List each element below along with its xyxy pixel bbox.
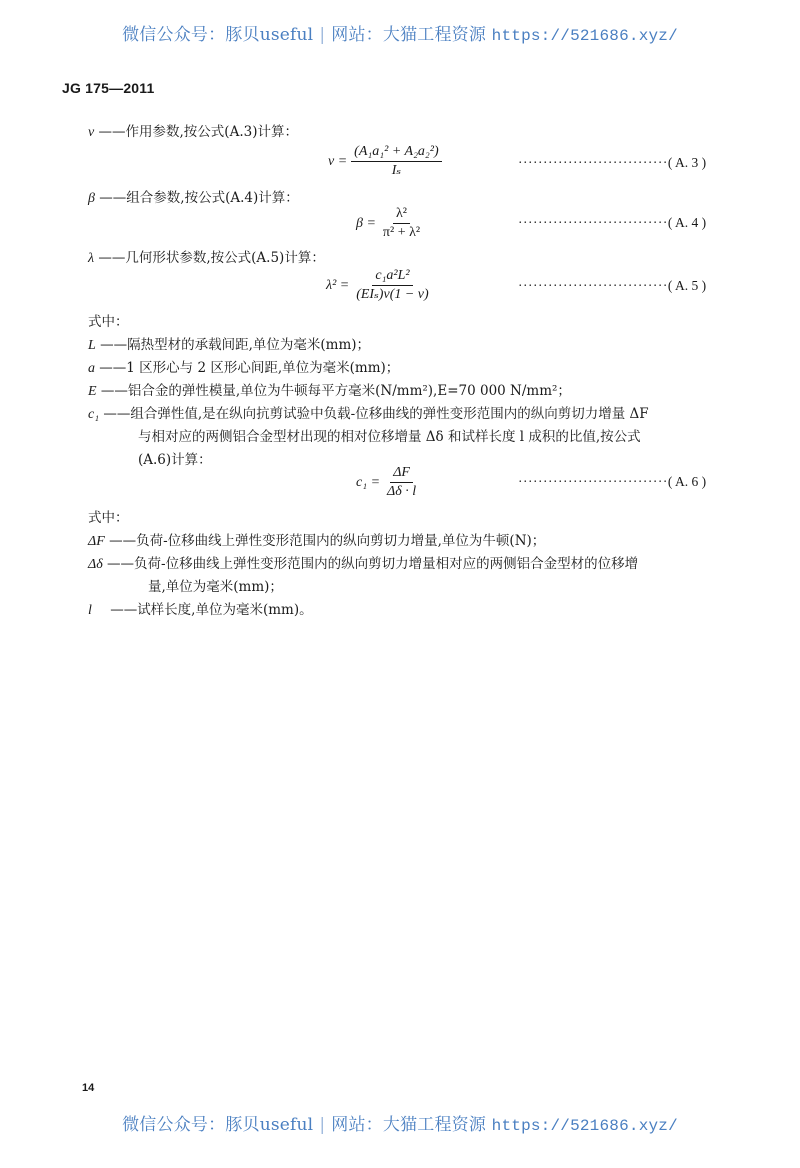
leader-dots: ······························ bbox=[518, 278, 668, 293]
equation-number-a4 bbox=[518, 215, 706, 231]
where-label: 式中： bbox=[88, 314, 129, 330]
definition-delta-delta bbox=[88, 552, 638, 573]
definition-text: ——负荷-位移曲线上弹性变形范围内的纵向剪切力增量相对应的两侧铝合金型材的位移增 bbox=[107, 556, 639, 572]
symbol: a bbox=[88, 361, 95, 376]
fraction bbox=[351, 144, 442, 179]
definition-c1-continued: 与相对应的两侧铝合金型材出现的相对位移增量 Δδ 和试样长度 l 成积的比值,按公式 bbox=[138, 429, 641, 445]
fraction bbox=[353, 268, 431, 303]
denominator: Δδ · l bbox=[387, 484, 417, 499]
symbol: c₁ bbox=[88, 407, 100, 422]
watermark-url[interactable]: https://521686.xyz/ bbox=[491, 1117, 678, 1135]
page-number: 14 bbox=[82, 1082, 95, 1094]
numerator: c₁a²L² bbox=[372, 268, 412, 286]
definition-a bbox=[88, 356, 399, 377]
leader-dots: ······························ bbox=[518, 215, 668, 230]
formula-lhs: β = bbox=[356, 215, 376, 231]
definition-c1 bbox=[88, 402, 649, 423]
formula-lhs: λ² = bbox=[326, 277, 350, 293]
formula-a3 bbox=[328, 144, 442, 179]
leader-dots: ······························ bbox=[518, 155, 668, 170]
definition-text: ——1 区形心与 2 区形心间距,单位为毫米(mm)； bbox=[99, 360, 400, 376]
eqno-label: ( A. 4 ) bbox=[667, 215, 707, 230]
definition-L bbox=[88, 333, 370, 354]
definition-text: ——试样长度,单位为毫米(mm)。 bbox=[110, 602, 313, 618]
symbol: l bbox=[88, 603, 92, 618]
symbol: λ bbox=[88, 251, 95, 266]
where-label-2: 式中： bbox=[88, 510, 129, 526]
symbol: L bbox=[88, 338, 96, 353]
definition-beta bbox=[88, 186, 299, 207]
symbol: E bbox=[88, 384, 97, 399]
symbol: ΔF bbox=[88, 534, 105, 549]
numerator: ΔF bbox=[390, 465, 413, 483]
equation-number-a6 bbox=[518, 474, 706, 490]
watermark-separator: | bbox=[319, 1115, 326, 1135]
watermark-site: 网站：大猫工程资源 bbox=[331, 1115, 487, 1135]
denominator: (EIₛ)v(1 − v) bbox=[356, 287, 429, 302]
eqno-label: ( A. 3 ) bbox=[667, 155, 707, 170]
standard-number: JG 175—2011 bbox=[62, 80, 155, 96]
denominator: Iₛ bbox=[391, 163, 402, 178]
definition-c1-continued-2: (A.6)计算： bbox=[138, 452, 212, 468]
definition-text: ——作用参数,按公式(A.3)计算： bbox=[98, 124, 298, 140]
numerator: λ² bbox=[393, 206, 410, 224]
watermark-bottom bbox=[0, 1110, 800, 1135]
definition-deltaF bbox=[88, 529, 545, 550]
equation-number-a3 bbox=[518, 155, 706, 171]
formula-a4 bbox=[356, 206, 423, 241]
watermark-separator: | bbox=[319, 25, 326, 45]
definition-text: ——组合弹性值,是在纵向抗剪试验中负载-位移曲线的弹性变形范围内的纵向剪切力增量 ΔF bbox=[103, 406, 649, 422]
watermark-label: 微信公众号：豚贝useful bbox=[122, 25, 314, 45]
formula-a6 bbox=[356, 465, 419, 500]
leader-dots: ······························ bbox=[518, 474, 668, 489]
symbol: v bbox=[88, 125, 95, 140]
formula-a5 bbox=[326, 268, 432, 303]
definition-v bbox=[88, 120, 298, 141]
definition-text: ——隔热型材的承载间距,单位为毫米(mm)； bbox=[100, 337, 371, 353]
formula-lhs: v = bbox=[328, 153, 348, 169]
definition-lambda bbox=[88, 246, 325, 267]
denominator: π² + λ² bbox=[382, 225, 421, 240]
eqno-label: ( A. 5 ) bbox=[667, 278, 707, 293]
definition-text: ——负荷-位移曲线上弹性变形范围内的纵向剪切力增量,单位为牛顿(N)； bbox=[109, 533, 546, 549]
watermark-url[interactable]: https://521686.xyz/ bbox=[491, 27, 678, 45]
eqno-label: ( A. 6 ) bbox=[667, 474, 707, 489]
watermark-label: 微信公众号：豚贝useful bbox=[122, 1115, 314, 1135]
watermark-top bbox=[0, 20, 800, 45]
definition-l bbox=[88, 598, 313, 619]
equation-number-a5 bbox=[518, 278, 706, 294]
symbol: Δδ bbox=[88, 557, 103, 572]
definition-text: ——几何形状参数,按公式(A.5)计算： bbox=[98, 250, 325, 266]
fraction bbox=[380, 206, 423, 241]
numerator: (A₁a₁² + A₂a₂²) bbox=[351, 144, 442, 162]
fraction bbox=[384, 465, 419, 500]
definition-text: ——铝合金的弹性模量,单位为牛顿每平方毫米(N/mm²),E=70 000 N/mm²； bbox=[100, 383, 571, 399]
definition-E bbox=[88, 379, 571, 400]
symbol: β bbox=[88, 191, 95, 206]
definition-delta-delta-continued: 量,单位为毫米(mm)； bbox=[148, 579, 283, 595]
definition-text: ——组合参数,按公式(A.4)计算： bbox=[99, 190, 299, 206]
formula-lhs: c₁ = bbox=[356, 474, 381, 490]
watermark-site: 网站：大猫工程资源 bbox=[331, 25, 487, 45]
